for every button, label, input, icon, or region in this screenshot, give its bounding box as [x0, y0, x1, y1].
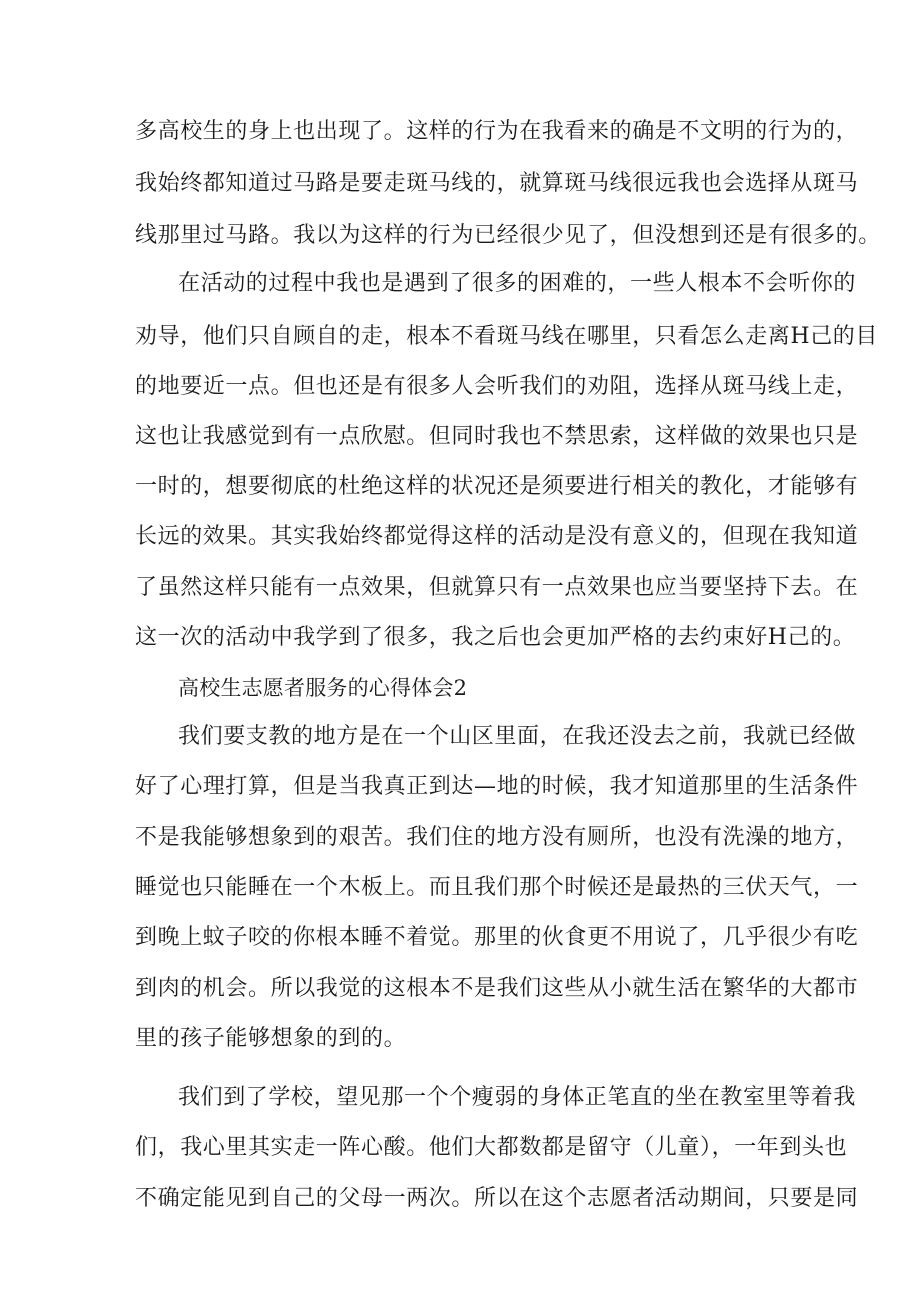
paragraph-line: 睡觉也只能睡在一个木板上。而且我们那个时候还是最热的三伏天气，一: [135, 875, 859, 900]
paragraph-line: 长远的效果。其实我始终都觉得这样的活动是没有意义的，但现在我知道: [135, 524, 859, 549]
paragraph-line: 了虽然这样只能有一点效果，但就算只有一点效果也应当要坚持下去。在: [135, 575, 859, 600]
paragraph-line: 我们要支教的地方是在一个山区里面，在我还没去之前，我就已经做: [178, 724, 857, 749]
paragraph-line: 的地要近一点。但也还是有很多人会听我们的劝阻，选择从斑马线上走，: [135, 374, 859, 399]
paragraph-line: 多高校生的身上也出现了。这样的行为在我看来的确是不文明的行为的，: [135, 119, 859, 144]
paragraph-line: 好了心理打算，但是当我真正到达—地的时候，我才知道那里的生活条件: [135, 774, 859, 799]
paragraph-line: 这一次的活动中我学到了很多，我之后也会更加严格的去约束好H己的。: [135, 625, 856, 650]
paragraph-line: 线那里过马路。我以为这样的行为已经很少见了，但没想到还是有很多的。: [135, 223, 881, 248]
paragraph-line: 这也让我感觉到有一点欣慰。但同时我也不禁思索，这样做的效果也只是: [135, 424, 859, 449]
paragraph-line: 我始终都知道过马路是要走斑马线的，就算斑马线很远我也会选择从斑马: [135, 171, 859, 196]
paragraph-line: 一时的，想要彻底的杜绝这样的状况还是须要进行相关的教化，才能够有: [135, 474, 859, 499]
paragraph-line: 不确定能见到自己的父母一两次。所以在这个志愿者活动期间，只要是同: [135, 1186, 859, 1211]
paragraph-line: 到肉的机会。所以我觉的这根本不是我们这些从小就生活在繁华的大都市: [135, 976, 859, 1001]
paragraph-line: 我们到了学校，望见那一个个瘦弱的身体正笔直的坐在教室里等着我: [178, 1085, 857, 1110]
paragraph-line: 不是我能够想象到的艰苦。我们住的地方没有厕所，也没有洗澡的地方，: [135, 825, 859, 850]
paragraph-line: 们，我心里其实走一阵心酸。他们大都数都是留守（儿童），一年到头也: [135, 1135, 848, 1160]
paragraph-line: 在活动的过程中我也是遇到了很多的困难的，一些人根本不会听你的: [178, 271, 857, 296]
paragraph-line: 劝导，他们只自顾自的走，根本不看斑马线在哪里，只看怎么走离H己的目: [135, 324, 878, 349]
paragraph-line: 到晚上蚊子咬的你根本睡不着觉。那里的伙食更不用说了，几乎很少有吃: [135, 925, 859, 950]
paragraph-line: 里的孩子能够想象的到的。: [135, 1026, 407, 1051]
section-heading: 高校生志愿者服务的心得体会2: [178, 676, 468, 700]
